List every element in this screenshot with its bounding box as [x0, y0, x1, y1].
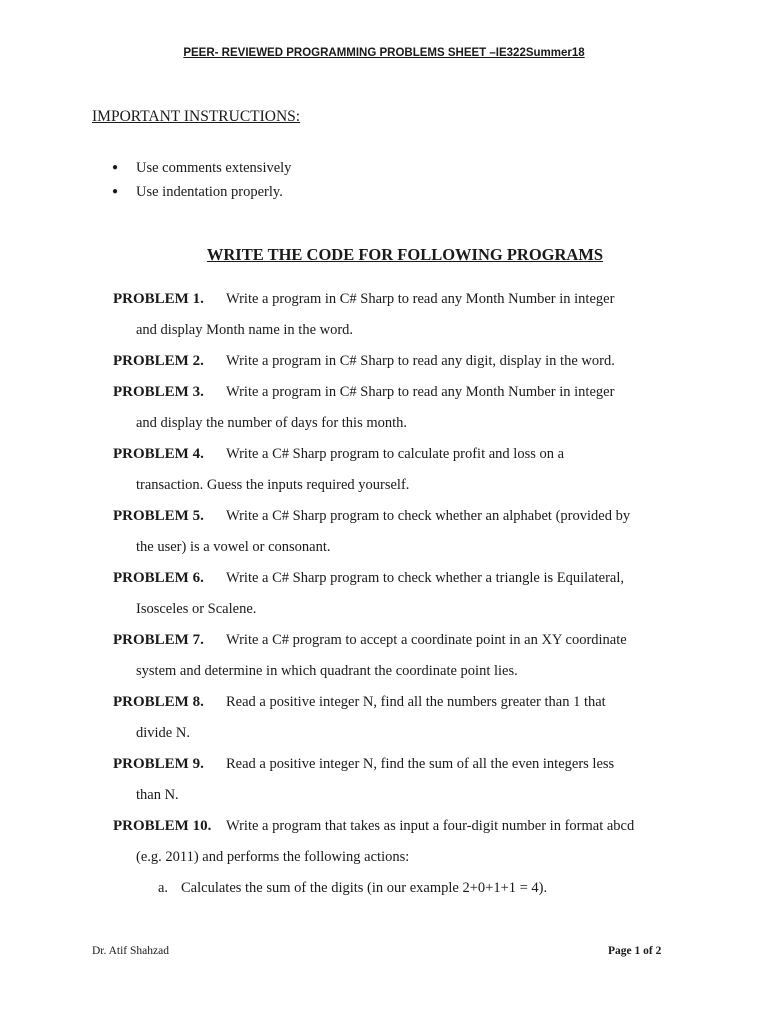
problem-text: Read a positive integer N, find the sum of all the even integers less	[226, 756, 615, 772]
page-word: Page	[608, 945, 632, 957]
page-of: of	[643, 945, 653, 957]
problem-text-continued: than N.	[136, 787, 179, 803]
problem-text: Write a C# Sharp program to check whether an alphabet (provided by	[226, 508, 631, 524]
problems-list	[113, 284, 693, 904]
subitem-label: a.	[158, 880, 169, 896]
problem-text: Write a program in C# Sharp to read any digit, display in the word.	[226, 353, 615, 369]
bullet-icon: ●	[112, 186, 119, 197]
footer-author: Dr. Atif Shahzad	[92, 945, 169, 957]
problem-text-continued: divide N.	[136, 725, 190, 741]
subitem-text: Calculates the sum of the digits (in our example 2+0+1+1 = 4).	[181, 880, 548, 896]
problem-text-continued: (e.g. 2011) and performs the following actions:	[136, 849, 410, 865]
bullet-icon: ●	[112, 162, 119, 173]
footer-page-number	[608, 945, 661, 957]
problem-text: Write a C# program to accept a coordinate point in an XY coordinate	[226, 632, 627, 648]
problem-text: Write a C# Sharp program to calculate profit and loss on a	[226, 446, 565, 462]
problem-item	[113, 501, 693, 563]
problem-label: PROBLEM 5.	[113, 508, 204, 524]
problem-item	[113, 284, 693, 346]
problem-text: Write a program that takes as input a four-digit number in format abcd	[226, 818, 635, 834]
instructions-list	[112, 156, 291, 204]
problem-text-continued: transaction. Guess the inputs required yourself.	[136, 477, 410, 493]
problem-label: PROBLEM 6.	[113, 570, 204, 586]
problem-item	[113, 811, 693, 904]
problem-text: Read a positive integer N, find all the numbers greater than 1 that	[226, 694, 606, 710]
page-current: 1	[634, 945, 641, 957]
problem-label: PROBLEM 1.	[113, 291, 204, 307]
problem-label: PROBLEM 7.	[113, 632, 204, 648]
section-title: WRITE THE CODE FOR FOLLOWING PROGRAMS	[206, 245, 604, 264]
problem-label: PROBLEM 4.	[113, 446, 204, 462]
problem-item	[113, 625, 693, 687]
instruction-item	[112, 180, 291, 204]
problem-label: PROBLEM 10.	[113, 818, 212, 834]
problem-text-continued: and display Month name in the word.	[136, 322, 354, 338]
problem-label: PROBLEM 3.	[113, 384, 204, 400]
problem-item	[113, 377, 693, 439]
instruction-text: Use indentation properly.	[136, 184, 283, 200]
problem-label: PROBLEM 9.	[113, 756, 204, 772]
problem-label: PROBLEM 8.	[113, 694, 204, 710]
problem-label: PROBLEM 2.	[113, 353, 204, 369]
instructions-heading: IMPORTANT INSTRUCTIONS:	[92, 108, 301, 125]
problem-item	[113, 749, 693, 811]
problem-text-continued: the user) is a vowel or consonant.	[136, 539, 331, 555]
problem-item	[113, 563, 693, 625]
problem-item	[113, 439, 693, 501]
problem-text-continued: Isosceles or Scalene.	[136, 601, 257, 617]
instruction-text: Use comments extensively	[136, 160, 292, 176]
problem-item	[113, 346, 693, 377]
problem-text: Write a program in C# Sharp to read any Month Number in integer	[226, 291, 615, 307]
page-header-title: PEER- REVIEWED PROGRAMMING PROBLEMS SHEET –IE322Summer18	[183, 47, 585, 59]
instruction-item	[112, 156, 291, 180]
problem-text-continued: and display the number of days for this month.	[136, 415, 408, 431]
problem-item	[113, 687, 693, 749]
problem-text: Write a C# Sharp program to check whether a triangle is Equilateral,	[226, 570, 625, 586]
problem-subitem	[113, 873, 693, 904]
page-total: 2	[655, 945, 662, 957]
problem-text: Write a program in C# Sharp to read any Month Number in integer	[226, 384, 615, 400]
problem-text-continued: system and determine in which quadrant the coordinate point lies.	[136, 663, 518, 679]
